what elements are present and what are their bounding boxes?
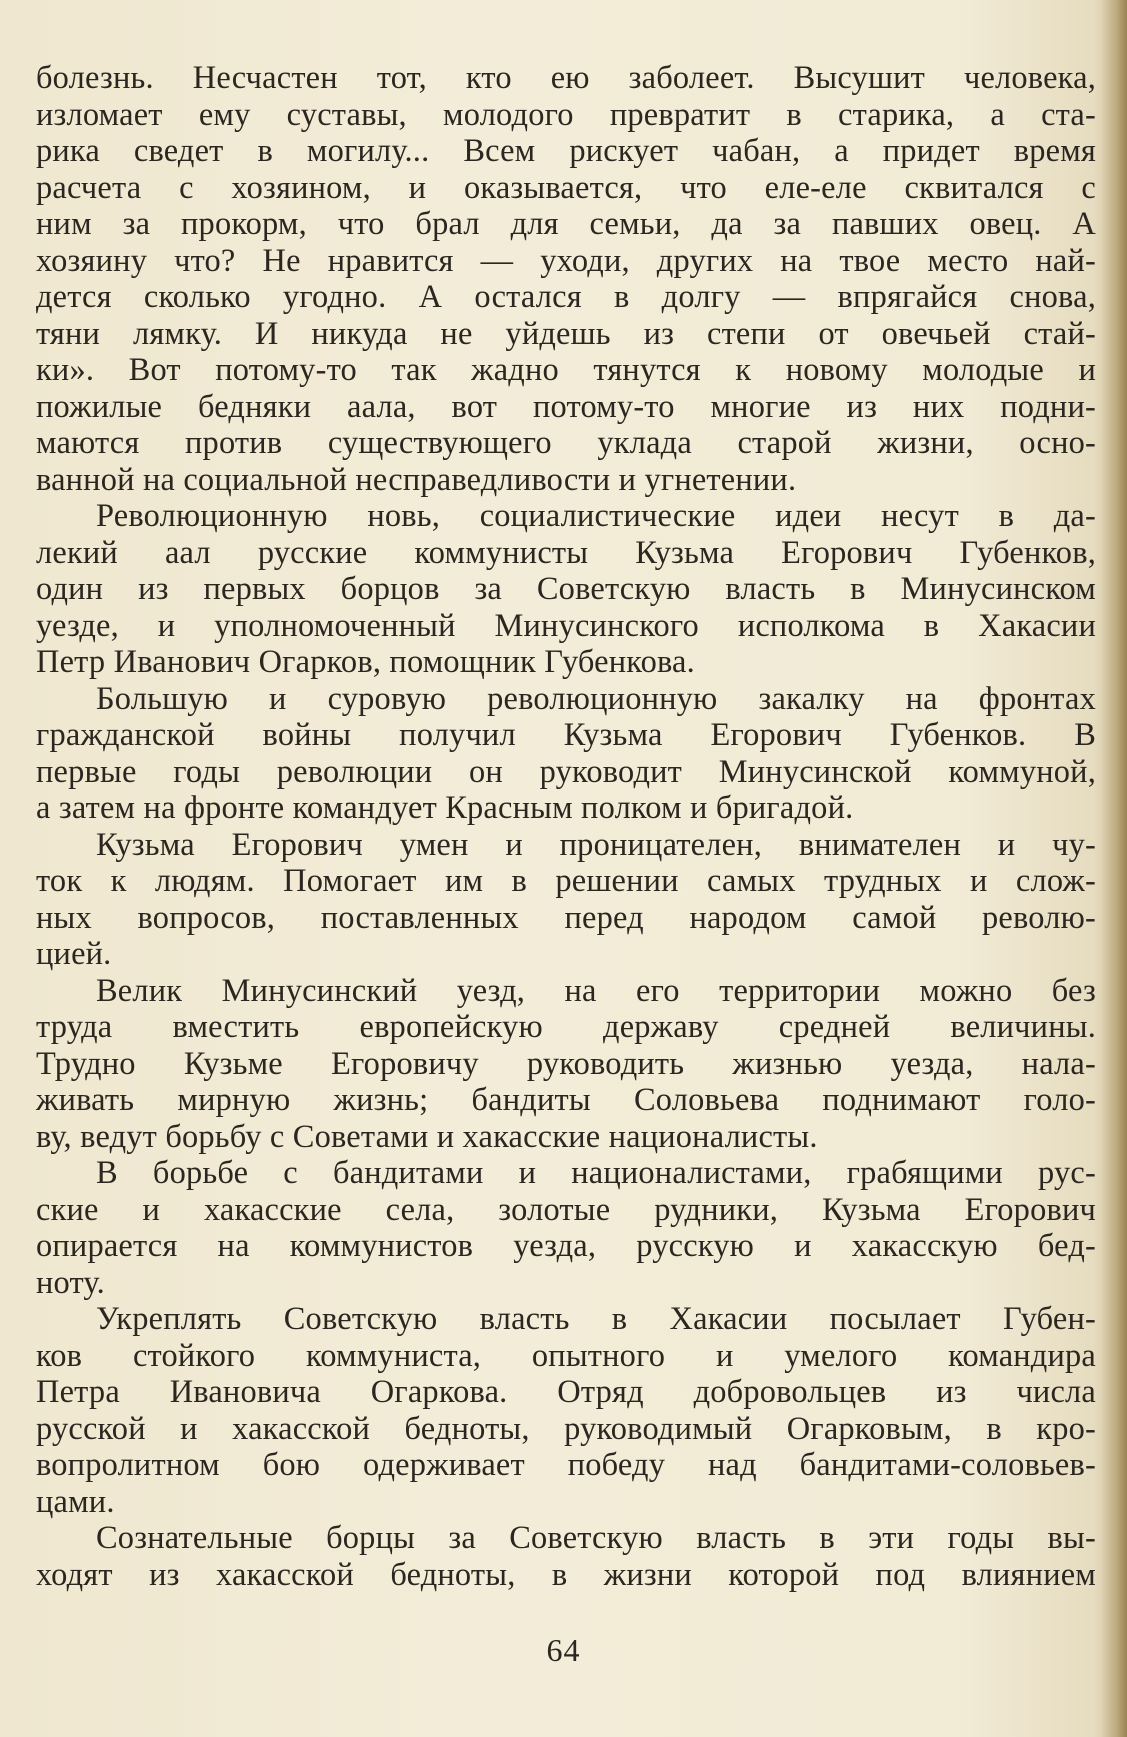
text-line: ские и хакасские села, золотые рудники, Кузьма Егорович bbox=[36, 1191, 1096, 1228]
text-line: Кузьма Егорович умен и проницателен, внимателен и чу- bbox=[96, 826, 1096, 863]
text-line: уезде, и уполномоченный Минусинского исполкома в Хакасии bbox=[36, 607, 1096, 644]
paragraph-4 bbox=[36, 827, 1096, 973]
text-line: вопролитном бою одерживает победу над бандитами-соловьев- bbox=[36, 1447, 1096, 1483]
text-line: лекий аал русские коммунисты Кузьма Егорович Губенков, bbox=[36, 534, 1096, 571]
text-line: хозяину что? Не нравится — уходи, других на твое место най- bbox=[36, 242, 1096, 279]
text-line: изломает ему суставы, молодого превратит в старика, а ста- bbox=[36, 96, 1096, 133]
text-line: труда вместить европейскую державу средней величины. bbox=[36, 1009, 1096, 1045]
body-text bbox=[36, 60, 1096, 1593]
text-line: Укреплять Советскую власть в Хакасии посылает Губен- bbox=[96, 1301, 1096, 1337]
text-line: ки». Вот потому-то так жадно тянутся к новому молодые и bbox=[36, 352, 1096, 388]
text-line: русской и хакасской бедноты, руководимый Огарковым, в кро- bbox=[36, 1410, 1096, 1447]
text-line: ходят из хакасской бедноты, в жизни которой под влиянием bbox=[36, 1556, 1096, 1593]
text-line: Петр Иванович Огарков, помощник Губенкова. bbox=[36, 644, 695, 680]
paragraph-2 bbox=[36, 498, 1096, 681]
text-line: опирается на коммунистов уезда, русскую и хакасскую бед- bbox=[36, 1228, 1096, 1264]
text-line: цией. bbox=[36, 936, 112, 972]
text-line: ноту. bbox=[36, 1264, 105, 1301]
text-line: Большую и суровую революционную закалку на фронтах bbox=[96, 680, 1096, 717]
text-line: расчета с хозяином, и оказывается, что еле-еле сквитался с bbox=[36, 169, 1096, 206]
text-line: живать мирную жизнь; бандиты Соловьева поднимают голо- bbox=[36, 1082, 1096, 1118]
text-line: Петра Ивановича Огаркова. Отряд добровольцев из числа bbox=[36, 1374, 1096, 1410]
text-line: цами. bbox=[36, 1483, 115, 1520]
paragraph-1 bbox=[36, 60, 1096, 498]
text-line: маются против существующего уклада старой жизни, осно- bbox=[36, 425, 1096, 461]
paragraph-3 bbox=[36, 681, 1096, 827]
text-line: дется сколько угодно. А остался в долгу — впрягайся снова, bbox=[36, 279, 1096, 315]
text-line: ков стойкого коммуниста, опытного и умелого командира bbox=[36, 1337, 1096, 1374]
text-line: рика сведет в могилу... Всем рискует чабан, а придет время bbox=[36, 133, 1096, 169]
text-line: первые годы революции он руководит Минусинской коммуной, bbox=[36, 753, 1096, 790]
text-line: ток к людям. Помогает им в решении самых трудных и слож- bbox=[36, 863, 1096, 899]
text-line: ных вопросов, поставленных перед народом самой револю- bbox=[36, 899, 1096, 936]
text-line: пожилые бедняки аала, вот потому-то многие из них подни- bbox=[36, 388, 1096, 425]
paragraph-8 bbox=[36, 1520, 1096, 1593]
spine-shadow bbox=[1101, 0, 1127, 1737]
text-line: ванной на социальной несправедливости и угнетении. bbox=[36, 461, 797, 498]
paragraph-5 bbox=[36, 973, 1096, 1156]
text-line: Трудно Кузьме Егоровичу руководить жизнью уезда, нала- bbox=[36, 1045, 1096, 1082]
text-line: ву, ведут борьбу с Советами и хакасские националисты. bbox=[36, 1118, 818, 1155]
text-line: гражданской войны получил Кузьма Егорович Губенков. В bbox=[36, 717, 1096, 753]
text-line: один из первых борцов за Советскую власть в Минусинском bbox=[36, 571, 1096, 607]
text-line: болезнь. Несчастен тот, кто ею заболеет. Высушит человека, bbox=[36, 60, 1096, 96]
text-line: Революционную новь, социалистические идеи несут в да- bbox=[96, 498, 1096, 534]
paragraph-7 bbox=[36, 1301, 1096, 1520]
text-line: Сознательные борцы за Советскую власть в эти годы вы- bbox=[96, 1520, 1096, 1556]
paragraph-6 bbox=[36, 1155, 1096, 1301]
text-line: ним за прокорм, что брал для семьи, да за павших овец. А bbox=[36, 206, 1096, 242]
text-line: а затем на фронте командует Красным полком и бригадой. bbox=[36, 790, 854, 826]
text-line: Велик Минусинский уезд, на его территории можно без bbox=[96, 972, 1096, 1009]
text-line: тяни лямку. И никуда не уйдешь из степи от овечьей стай- bbox=[36, 315, 1096, 352]
text-line: В борьбе с бандитами и националистами, грабящими рус- bbox=[96, 1155, 1096, 1191]
page-number: 64 bbox=[546, 1632, 581, 1668]
